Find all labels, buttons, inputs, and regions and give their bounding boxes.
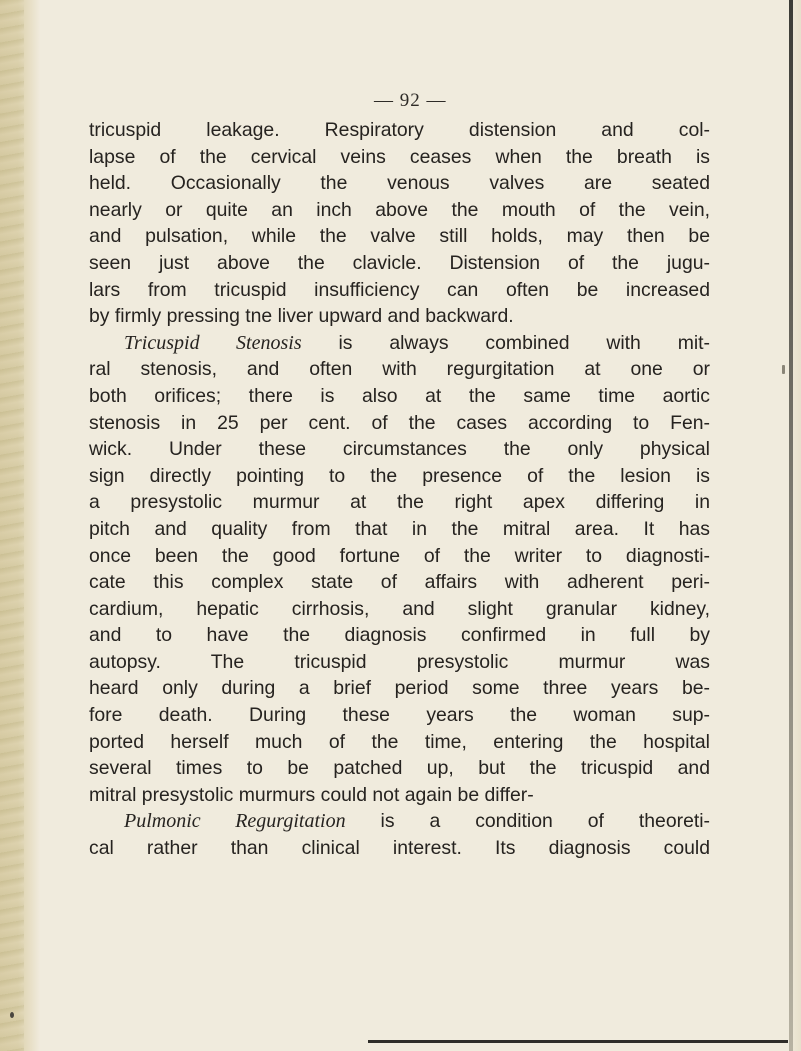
text-line: once been the good fortune of the writer to diagnosti-	[89, 544, 710, 567]
text-line: cate this complex state of affairs with adherent peri-	[89, 571, 710, 594]
text-line: lapse of the cervical veins ceases when the breath is	[89, 145, 710, 168]
text-line: and to have the diagnosis confirmed in full by	[89, 624, 710, 647]
text-line: a presystolic murmur at the right apex differing in	[89, 491, 710, 514]
text-line: several times to be patched up, but the tricuspid and	[89, 757, 710, 780]
page-number: — 92 —	[374, 90, 447, 111]
text-line: ral stenosis, and often with regurgitation at one or	[89, 358, 710, 381]
heading-line-rest: is always combined with mit-	[301, 331, 711, 354]
text-line: ported herself much of the time, entering the hospital	[89, 730, 710, 753]
text-line: sign directly pointing to the presence of the lesion is	[89, 464, 710, 487]
paragraph-first-line	[89, 808, 710, 835]
paragraph-first-line	[89, 330, 710, 357]
text-line: stenosis in 25 per cent. of the cases according to Fen-	[89, 411, 710, 434]
text-line: seen just above the clavicle. Distension of the jugu-	[89, 251, 710, 274]
text-line: mitral presystolic murmurs could not again be differ-	[89, 783, 534, 806]
text-line: wick. Under these circumstances the only physical	[89, 438, 710, 461]
edge-mark	[782, 365, 785, 374]
section-heading-pulmonic-regurgitation: Pulmonic Regurgitation	[124, 810, 346, 833]
text-line: by firmly pressing tne liver upward and backward.	[89, 305, 514, 328]
page-edge-shadow	[789, 0, 793, 1051]
text-line: heard only during a brief period some three years be-	[89, 677, 710, 700]
text-line: cardium, hepatic cirrhosis, and slight granular kidney,	[89, 597, 710, 620]
text-line: tricuspid leakage. Respiratory distension and col-	[89, 119, 710, 141]
text-line: lars from tricuspid insufficiency can often be increased	[89, 278, 710, 301]
text-line: autopsy. The tricuspid presystolic murmur was	[89, 650, 710, 673]
text-line: fore death. During these years the woman sup-	[89, 704, 710, 727]
text-line: cal rather than clinical interest. Its diagnosis could	[89, 837, 710, 860]
text-line: both orifices; there is also at the same time aortic	[89, 384, 710, 407]
binding-stain	[0, 0, 24, 1051]
text-line: held. Occasionally the venous valves are seated	[89, 172, 710, 195]
text-line: and pulsation, while the valve still holds, may then be	[89, 225, 710, 248]
bottom-edge-shadow	[368, 1040, 788, 1043]
heading-line-rest: is a condition of theoreti-	[345, 810, 711, 833]
body-text	[89, 117, 710, 862]
text-line: pitch and quality from that in the mitral area. It has	[89, 517, 710, 540]
ink-speck	[10, 1012, 14, 1018]
text-line: nearly or quite an inch above the mouth of the vein,	[89, 198, 710, 221]
section-heading-tricuspid-stenosis: Tricuspid Stenosis	[124, 331, 302, 354]
